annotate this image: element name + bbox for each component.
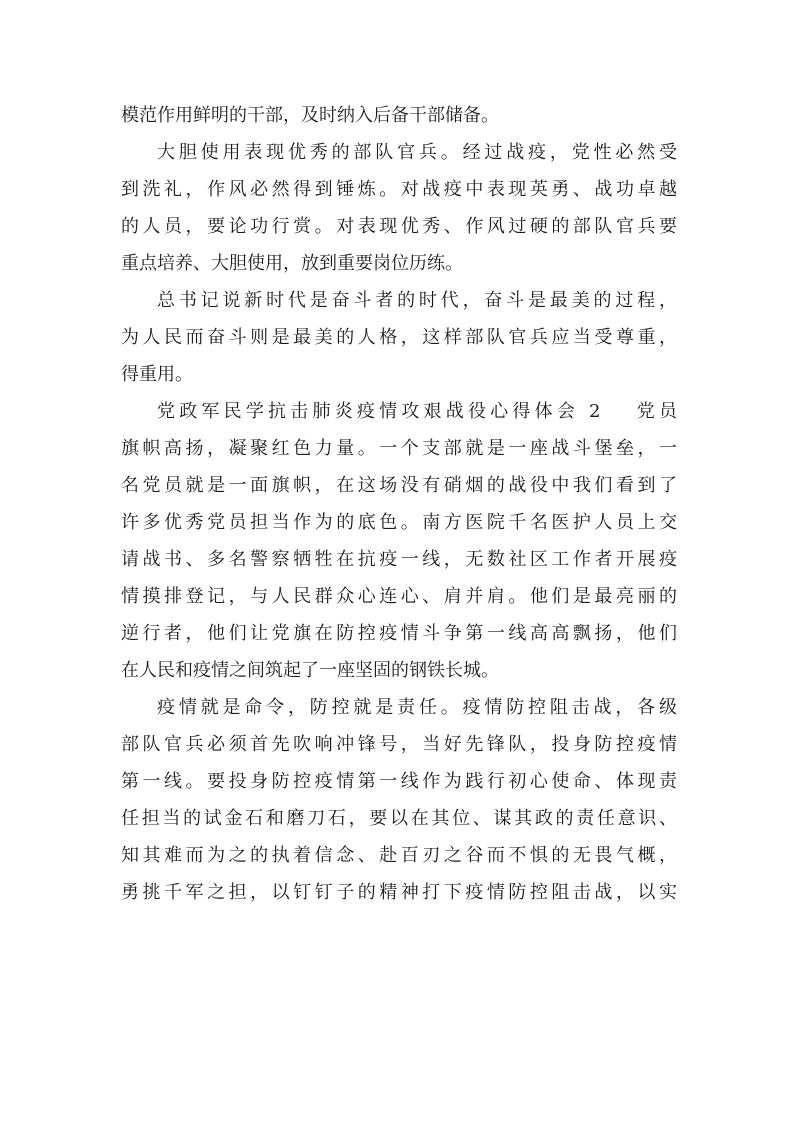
- text-line: 旗帜高扬，凝聚红色力量。一个支部就是一座战斗堡垒，一: [121, 438, 677, 459]
- text-line: 请战书、多名警察牺牲在抗疫一线，无数社区工作者开展疫: [121, 549, 677, 570]
- text-line: 模范作用鲜明的干部，及时纳入后备干部储备。: [121, 105, 499, 126]
- text-line: 许多优秀党员担当作为的底色。南方医院千名医护人员上交: [121, 512, 677, 533]
- text-line: 到洗礼，作风必然得到锤炼。对战疫中表现英勇、战功卓越: [121, 179, 677, 200]
- text-line: 得重用。: [121, 364, 193, 385]
- text-line: 知其难而为之的执着信念、赴百刃之谷而不惧的无畏气概，: [121, 845, 677, 866]
- text-line: 党政军民学抗击肺炎疫情攻艰战役心得体会 2 党员: [157, 401, 677, 422]
- text-line: 重点培养、大胆使用，放到重要岗位历练。: [121, 253, 463, 274]
- text-line: 任担当的试金石和磨刀石，要以在其位、谋其政的责任意识、: [121, 808, 677, 829]
- text-line: 为人民而奋斗则是最美的人格，这样部队官兵应当受尊重，: [121, 327, 677, 348]
- text-line: 大胆使用表现优秀的部队官兵。经过战疫，党性必然受: [157, 142, 677, 163]
- text-line: 总书记说新时代是奋斗者的时代，奋斗是最美的过程，: [157, 290, 677, 311]
- text-line: 勇挑千军之担，以钉钉子的精神打下疫情防控阻击战，以实: [121, 882, 677, 903]
- text-line: 在人民和疫情之间筑起了一座坚固的钢铁长城。: [121, 660, 499, 681]
- text-line: 第一线。要投身防控疫情第一线作为践行初心使命、体现责: [121, 771, 677, 792]
- text-line: 疫情就是命令，防控就是责任。疫情防控阻击战，各级: [157, 697, 677, 718]
- text-line: 的人员，要论功行赏。对表现优秀、作风过硬的部队官兵要: [121, 216, 677, 237]
- text-line: 逆行者，他们让党旗在防控疫情斗争第一线高高飘扬，他们: [121, 623, 677, 644]
- body-text: [121, 97, 677, 911]
- text-line: 情摸排登记，与人民群众心连心、肩并肩。他们是最亮丽的: [121, 586, 677, 607]
- text-line: 名党员就是一面旗帜，在这场没有硝烟的战役中我们看到了: [121, 475, 677, 496]
- text-line: 部队官兵必须首先吹响冲锋号，当好先锋队，投身防控疫情: [121, 734, 677, 755]
